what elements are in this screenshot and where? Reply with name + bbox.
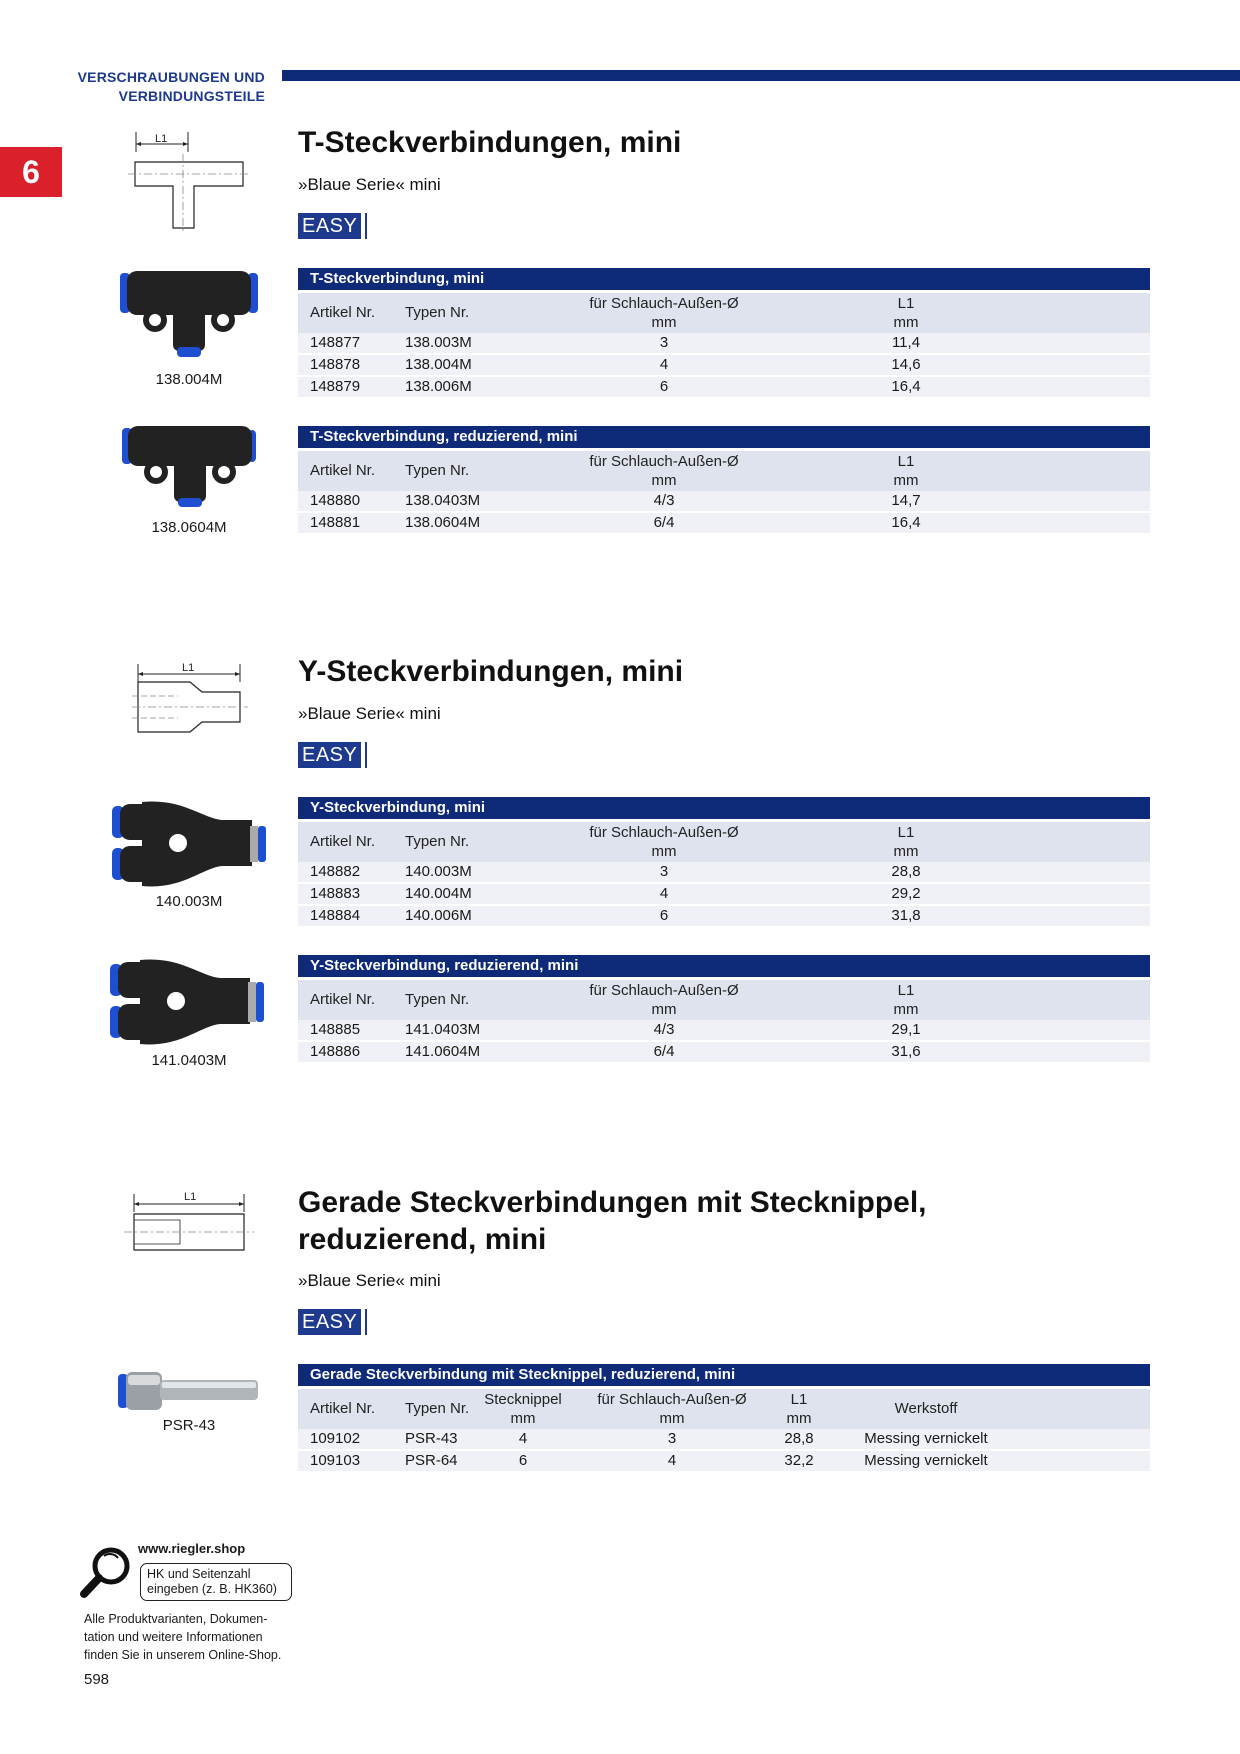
table-row: 148877 138.003M 3 11,4 <box>298 333 1150 355</box>
col-l1: L1 mm <box>893 453 919 489</box>
table-row: 109103 PSR-64 6 4 32,2 Messing vernickelt <box>298 1451 1150 1473</box>
straight-drawing <box>122 1188 257 1260</box>
col-typen: Typen Nr. <box>405 304 470 321</box>
easy-badge-y <box>298 742 367 768</box>
col-schlauch: für Schlauch-Außen-Ø mm <box>589 982 739 1018</box>
easy-label: EASY <box>298 742 361 768</box>
table-header <box>298 293 1150 333</box>
table-row: 148878 138.004M 4 14,6 <box>298 355 1150 377</box>
col-artikel: Artikel Nr. <box>310 833 376 850</box>
table-header <box>298 980 1150 1020</box>
col-schlauch: für Schlauch-Außen-Ø mm <box>589 453 739 489</box>
section-title-line2: reduzierend, mini <box>298 1223 547 1256</box>
table-title: Y-Steckverbindung, mini <box>298 797 1150 819</box>
image-label: 138.004M <box>155 371 223 388</box>
table-row: 148880 138.0403M 4/3 14,7 <box>298 491 1150 513</box>
table-title: T-Steckverbindung, reduzierend, mini <box>298 426 1150 448</box>
table-row: 148884 140.006M 6 31,8 <box>298 906 1150 928</box>
search-hint-line2: eingeben (z. B. HK360) <box>147 1582 277 1596</box>
search-hint-box <box>140 1563 292 1601</box>
page-number: 598 <box>84 1671 110 1688</box>
y-drawing-label: L1 <box>182 662 195 674</box>
col-l1: L1 mm <box>893 295 919 331</box>
col-l1: L1 mm <box>786 1391 812 1427</box>
image-label: PSR-43 <box>162 1417 216 1434</box>
easy-label: EASY <box>298 1309 361 1335</box>
y-drawing <box>130 660 250 742</box>
easy-badge-gerade <box>298 1309 367 1335</box>
table-row: 109102 PSR-43 4 3 28,8 Messing vernickelt <box>298 1429 1150 1451</box>
straight-nipple-fitting-image <box>118 1370 262 1412</box>
section-title-y: Y-Steckverbindungen, mini <box>298 655 684 688</box>
col-schlauch: für Schlauch-Außen-Ø mm <box>597 1391 747 1427</box>
easy-label: EASY <box>298 213 361 239</box>
product-table <box>298 797 1150 928</box>
col-werkstoff: Werkstoff <box>894 1400 958 1417</box>
table-title: T-Steckverbindung, mini <box>298 268 1150 290</box>
t-drawing-label: L1 <box>155 133 168 145</box>
col-l1: L1 mm <box>893 824 919 860</box>
y-reducing-fitting-image <box>110 956 268 1048</box>
table-row: 148883 140.004M 4 29,2 <box>298 884 1150 906</box>
section-subtitle-gerade: »Blaue Serie« mini <box>298 1271 441 1290</box>
straight-drawing-label: L1 <box>184 1191 197 1203</box>
col-artikel: Artikel Nr. <box>310 462 376 479</box>
table-row: 148881 138.0604M 6/4 16,4 <box>298 513 1150 535</box>
category-title-line1: VERSCHRAUBUNGEN UND <box>77 69 265 85</box>
product-table <box>298 268 1150 399</box>
table-row: 148885 141.0403M 4/3 29,1 <box>298 1020 1150 1042</box>
table-header <box>298 822 1150 862</box>
col-typen: Typen Nr. <box>405 991 470 1008</box>
top-bar <box>282 70 1240 81</box>
magnifier-icon <box>78 1544 138 1602</box>
table-header <box>298 1389 1150 1429</box>
product-table <box>298 955 1150 1064</box>
section-subtitle-y: »Blaue Serie« mini <box>298 704 441 723</box>
table-row: 148879 138.006M 6 16,4 <box>298 377 1150 399</box>
t-drawing <box>118 130 258 235</box>
image-label: 140.003M <box>155 893 223 910</box>
section-title-t: T-Steckverbindungen, mini <box>298 126 682 159</box>
section-subtitle-t: »Blaue Serie« mini <box>298 175 441 194</box>
col-typen: Typen Nr. <box>405 1400 470 1417</box>
table-header <box>298 451 1150 491</box>
t-reducing-fitting-image <box>120 420 260 512</box>
table-title: Y-Steckverbindung, reduzierend, mini <box>298 955 1150 977</box>
category-title-line2: VERBINDUNGSTEILE <box>118 88 265 104</box>
col-typen: Typen Nr. <box>405 833 470 850</box>
chapter-tab: 6 <box>0 147 62 197</box>
col-stecknippel: Stecknippel mm <box>484 1391 562 1427</box>
col-artikel: Artikel Nr. <box>310 1400 376 1417</box>
table-row: 148882 140.003M 3 28,8 <box>298 862 1150 884</box>
shop-url[interactable]: www.riegler.shop <box>138 1541 246 1556</box>
product-table <box>298 1364 1150 1473</box>
product-table <box>298 426 1150 535</box>
col-schlauch: für Schlauch-Außen-Ø mm <box>589 295 739 331</box>
y-fitting-image <box>112 798 270 890</box>
category-title <box>40 68 265 106</box>
easy-badge-t <box>298 213 367 239</box>
col-artikel: Artikel Nr. <box>310 304 376 321</box>
section-title-line1: Gerade Steckverbindungen mit Stecknippel, <box>298 1186 927 1219</box>
section-title-gerade <box>298 1184 927 1258</box>
col-typen: Typen Nr. <box>405 462 470 479</box>
image-label: 141.0403M <box>151 1052 227 1069</box>
col-l1: L1 mm <box>893 982 919 1018</box>
table-row: 148886 141.0604M 6/4 31,6 <box>298 1042 1150 1064</box>
search-hint-line1: HK und Seitenzahl <box>147 1567 251 1581</box>
image-label: 138.0604M <box>151 519 227 536</box>
col-schlauch: für Schlauch-Außen-Ø mm <box>589 824 739 860</box>
footer-info-text: Alle Produktvarianten, Dokumen- tation und weitere Informationen finden Sie in unserem Online-Shop. <box>84 1612 282 1662</box>
t-fitting-image <box>115 265 263 363</box>
col-artikel: Artikel Nr. <box>310 991 376 1008</box>
table-title: Gerade Steckverbindung mit Stecknippel, reduzierend, mini <box>298 1364 1150 1386</box>
